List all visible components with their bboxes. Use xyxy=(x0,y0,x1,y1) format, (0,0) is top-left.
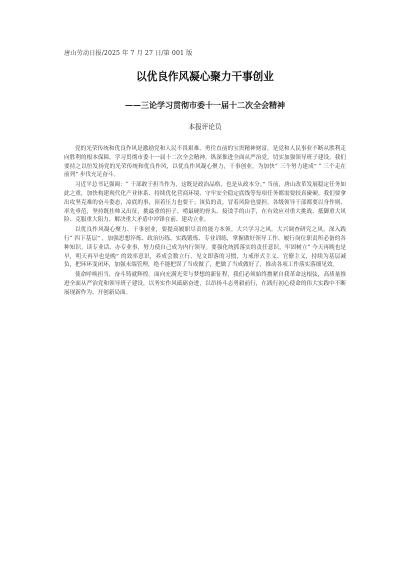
article-title: 以优良作风凝心聚力干事创业 xyxy=(136,71,274,83)
paragraph: 习近平总书记强调：“ 干部敢于担当作为，这既是政治品格，也是从政本分。” 当前，唐山改革发展稳定任务如此之重，加快构建现代化产业体系、持续优化营商环境、守牢安全稳定底线等每项任务都需要较真碰硬。我们要拿出攻坚克难的奋斗姿态，凉底的事，顶着压力也要干；该负的责，冒着风险也要担。各级领导干部都要以身作则、率先垂范，坚持既挂帅又出征，挑最重的担子、啃最硬的骨头、接烫手的山芋，在有效应对重大挑战、抵御重大风险、克服重大阻力、解决重大矛盾中冲锋在前、建功立业。 xyxy=(64,182,346,224)
paragraph: 党的光荣传统和优良作风是激励党和人民不畏艰难、勇往直前的宝贵精神财富，是党和人民事业不断从胜利走向胜利的根本保障。学习贯彻市委十一届十二次全会精神，纵深推进全面从严治党，切实加强领导班子建设，我们要持之以恒发扬党的光荣传统和优良作风，以优良作风凝心聚力，干事创业，为加快“ 三个努力建成” “ 三个走在前列” 步伐充足奋斗。 xyxy=(64,146,346,179)
dateline: 唐山劳动日报/2025 年 7 月 27 日/第 001 版 xyxy=(64,50,193,57)
paragraph: 使命呼唤担当，奋斗铸就辉煌。面向充满光荣与梦想的新征程，我们必须始终撸紧自我革命这根弦，高质量推进全面从严治党和领导班子建设，以务实作风砥砺奋进，以昂扬斗志勇毅前行，在践行初心使命的伟大实践中不断展现新作为、开创新局面。 xyxy=(64,272,346,296)
article-subtitle: ——三论学习贯彻市委十一届十二次全会精神 xyxy=(125,100,285,110)
byline: 本报评论员 xyxy=(188,123,222,131)
paragraph: 以优良作风凝心聚力、干事创业，要提高履职尽责的能力本领。大兴学习之风。大兴调查研究之风，深入践行“ 四下基层” ，加强思想淬炼、政治历练、实践锻炼、专业训练，掌握做好领导工作、履行岗位职责所必备的各种知识。读专业话、办专业事，努力使自己成为内行领导。要强化统抓落实的责任意识，牢固树立“ 今天再晚也是早，明天再早也是晚” 的效率意识，养成会数立行、见文即落的习惯，力戒形式主义、官僚主义，持续为基层减负，把环环变闭环，加强末端管理，绝不能把误了当成做了，把做了当成做好了，推动各项工作落实落细见效。 xyxy=(64,227,346,269)
article-body xyxy=(64,145,346,298)
